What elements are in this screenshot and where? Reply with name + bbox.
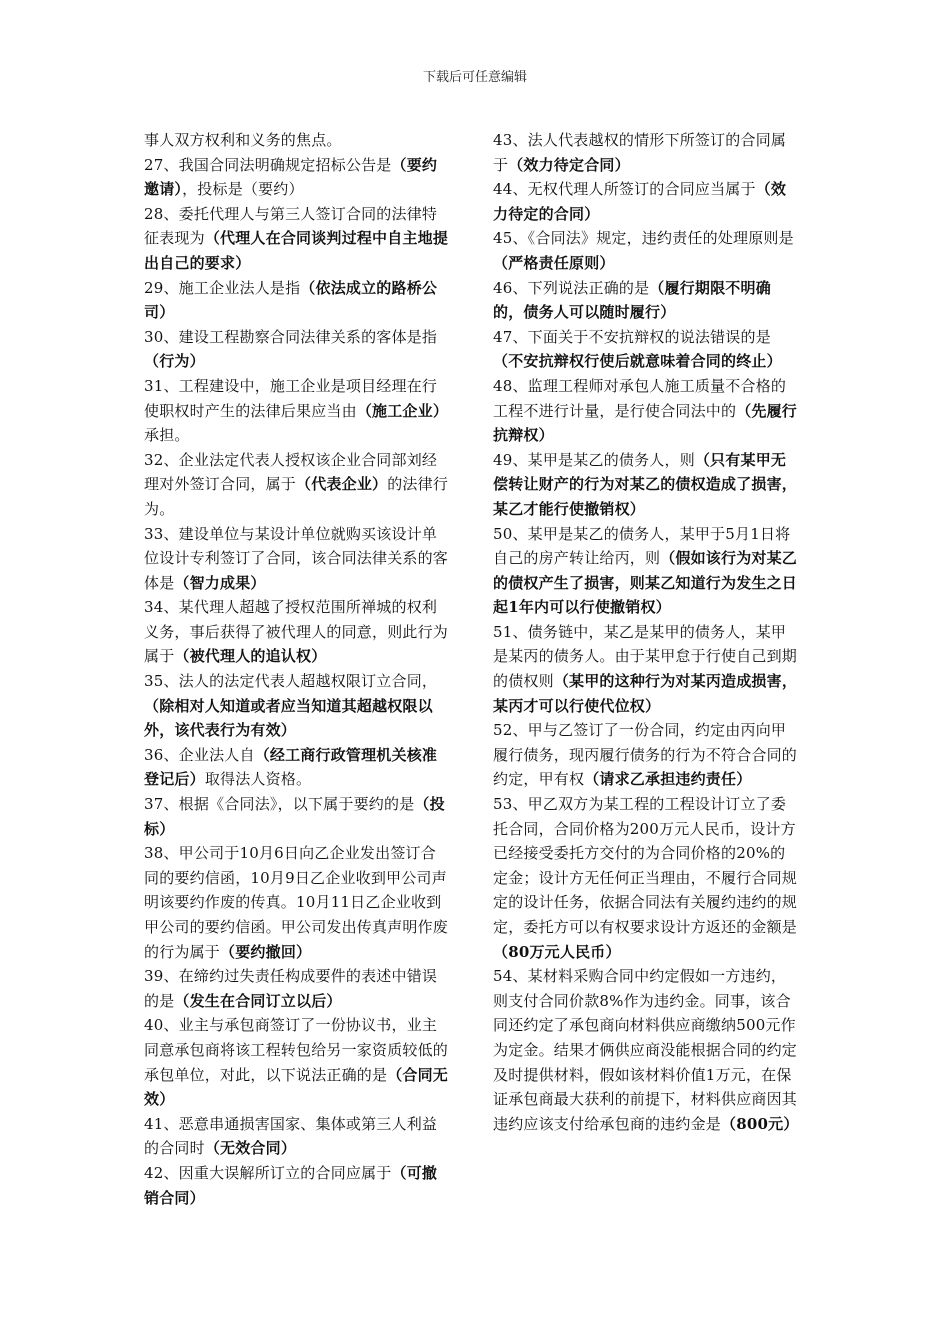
answer-text: （智力成果） xyxy=(174,573,266,592)
answer-text: （800元） xyxy=(721,1114,799,1133)
list-item xyxy=(493,226,799,275)
list-item xyxy=(144,276,450,325)
list-item xyxy=(493,522,799,620)
answer-text: （行为） xyxy=(144,352,205,371)
trailing-text: 承担。 xyxy=(144,426,190,445)
question-text: 41、恶意串通损害国家、集体或第三人利益的合同时 xyxy=(144,1114,438,1158)
answer-text: （发生在合同订立以后） xyxy=(174,991,342,1010)
answer-text: （效力待定的合同） xyxy=(493,180,787,223)
question-text: 47、下面关于不安抗辩权的说法错误的是 xyxy=(493,327,771,346)
question-text: 53、甲乙双方为某工程的工程设计订立了委托合同，合同价格为200万元人民币，设计方已经接受委托方交付的为合同价格的20%的定金；设计方无任何正当理由，不履行合同规定的设计任务，依据合同法有关履约违约的规定，委托方可以有权要求设计方返还的金额是 xyxy=(493,795,798,936)
question-text: 44、无权代理人所签订的合同应当属于 xyxy=(493,180,756,199)
list-item xyxy=(144,1013,450,1111)
left-column xyxy=(144,128,450,1210)
list-item xyxy=(493,964,799,1136)
list-item xyxy=(144,595,450,669)
answer-text: （经工商行政管理机关核准登记后） xyxy=(144,745,438,789)
question-text: 50、某甲是某乙的债务人，某甲于5月1日将自己的房产转让给丙，则 xyxy=(493,524,791,568)
question-text: 54、某材料采购合同中约定假如一方违约，则支付合同价款8%作为违约金。同事，该合同还约定了承包商向材料供应商缴纳500元作为定金。结果才俩供应商没能根据合同的约定及时提供材料，假如该材料价值1万元，在保证承包商最大获利的前提下，材料供应商因其违约应该支付给承包商的违约金是 xyxy=(493,967,798,1133)
answer-text: （先履行抗辩权） xyxy=(493,401,798,445)
list-item xyxy=(144,374,450,448)
list-item xyxy=(493,374,799,448)
question-text: 31、工程建设中，施工企业是项目经理在行使职权时产生的法律后果应当由 xyxy=(144,376,438,420)
list-item xyxy=(144,1161,450,1210)
list-item xyxy=(144,792,450,841)
question-text: 29、施工企业法人是指 xyxy=(144,278,301,297)
question-text: 38、甲公司于10月6日向乙企业发出签订合同的要约信函，10月9日乙企业收到甲公司声明该要约作废的传真。10月11日乙企业收到甲公司的要约信函。甲公司发出传真声明作废的行为属于 xyxy=(144,844,449,961)
answer-text: （施工企业） xyxy=(356,401,449,420)
question-text: 42、因重大误解所订立的合同应属于 xyxy=(144,1163,392,1182)
list-item xyxy=(144,202,450,276)
answer-text: （代表企业） xyxy=(296,475,388,494)
right-column xyxy=(493,128,799,1136)
list-item xyxy=(144,841,450,964)
question-text: 33、建设单位与某设计单位就购买该设计单位设计专利签订了合同，该合同法律关系的客体是 xyxy=(144,524,449,592)
list-item xyxy=(493,718,799,792)
list-item xyxy=(144,964,450,1013)
question-text: 43、法人代表越权的情形下所签订的合同属于 xyxy=(493,131,787,174)
answer-text: （只有某甲无偿转让财产的行为对某乙的债权造成了损害，某乙才能行使撤销权） xyxy=(493,450,798,518)
answer-text: （请求乙承担违约责任） xyxy=(584,770,752,789)
question-text: 45、《合同法》规定，违约责任的处理原则是 xyxy=(493,229,794,248)
list-item xyxy=(493,325,799,374)
answer-text: （要约邀请） xyxy=(144,155,438,199)
trailing-text: ，投标是（要约） xyxy=(182,180,304,199)
question-text: 35、法人的法定代表人超越权限订立合同， xyxy=(144,672,438,691)
answer-text: （可撤销合同） xyxy=(144,1163,438,1207)
trailing-text: 取得法人资格。 xyxy=(204,770,312,789)
list-item xyxy=(493,620,799,718)
question-text: 28、委托代理人与第三人签订合同的法律特征表现为 xyxy=(144,204,438,248)
list-item xyxy=(493,276,799,325)
answer-text: （假如该行为对某乙的债权产生了损害，则某乙知道行为发生之日起1年内可以行使撤销权） xyxy=(493,549,798,617)
answer-text: （不安抗辩权行使后就意味着合同的终止） xyxy=(493,352,782,371)
question-text: 32、企业法定代表人授权该企业合同部刘经理对外签订合同，属于 xyxy=(144,450,438,494)
question-text: 46、下列说法正确的是 xyxy=(493,278,650,297)
answer-text: （效力待定合同） xyxy=(508,155,630,174)
question-text: 37、根据《合同法》，以下属于要约的是 xyxy=(144,795,415,814)
page-header: 下载后可任意编辑 xyxy=(422,70,527,85)
list-item xyxy=(144,743,450,792)
answer-text: （严格责任原则） xyxy=(493,253,615,272)
answer-text: （依法成立的路桥公司） xyxy=(144,278,438,322)
answer-text: （某甲的这种行为对某丙造成损害，某丙才可以行使代位权） xyxy=(493,672,798,715)
answer-text: （投标） xyxy=(144,795,445,838)
answer-text: （合同无效） xyxy=(144,1065,449,1109)
question-text: 51、债务链中，某乙是某甲的债务人，某甲是某丙的债务人。由于某甲怠于行使自己到期的债权则 xyxy=(493,622,798,691)
answer-text: （80万元人民币） xyxy=(493,942,621,961)
list-item xyxy=(144,448,450,522)
answer-text: （代理人在合同谈判过程中自主地提出自己的要求） xyxy=(144,229,449,272)
list-item xyxy=(144,153,450,202)
question-text: 34、某代理人超越了授权范围所禅城的权利义务，事后获得了被代理人的同意，则此行为属于 xyxy=(144,598,449,666)
question-text: 30、建设工程勘察合同法律关系的客体是指 xyxy=(144,327,438,346)
question-text: 39、在缔约过失责任构成要件的表述中错误的是 xyxy=(144,967,438,1010)
question-text: 48、监理工程师对承包人施工质量不合格的工程不进行计量，是行使合同法中的 xyxy=(493,376,787,420)
question-text: 52、甲与乙签订了一份合同，约定由丙向甲履行债务，现丙履行债务的行为不符合合同的约定，甲有权 xyxy=(493,721,798,789)
question-text: 36、企业法人自 xyxy=(144,745,255,764)
list-item xyxy=(493,177,799,226)
trailing-text: 的法律行为。 xyxy=(144,475,449,518)
question-text: 27、我国合同法明确规定招标公告是 xyxy=(144,155,392,174)
list-item xyxy=(493,448,799,522)
question-text: 40、业主与承包商签订了一份协议书，业主同意承包商将该工程转包给另一家资质较低的承包单位，对此，以下说法正确的是 xyxy=(144,1016,449,1084)
answer-text: （履行期限不明确的，债务人可以随时履行） xyxy=(493,278,771,322)
answer-text: （要约撤回） xyxy=(220,942,312,961)
list-item xyxy=(493,792,799,964)
question-text: 49、某甲是某乙的债务人，则 xyxy=(493,450,695,469)
list-item xyxy=(144,669,450,743)
list-item xyxy=(144,128,450,153)
list-item xyxy=(144,325,450,374)
list-item xyxy=(144,1112,450,1161)
question-text: 事人双方权利和义务的焦点。 xyxy=(144,131,342,149)
list-item xyxy=(144,522,450,596)
answer-text: （无效合同） xyxy=(204,1139,297,1158)
answer-text: （被代理人的追认权） xyxy=(174,647,327,666)
list-item xyxy=(493,128,799,177)
answer-text: （除相对人知道或者应当知道其超越权限以外，该代表行为有效） xyxy=(144,696,433,740)
